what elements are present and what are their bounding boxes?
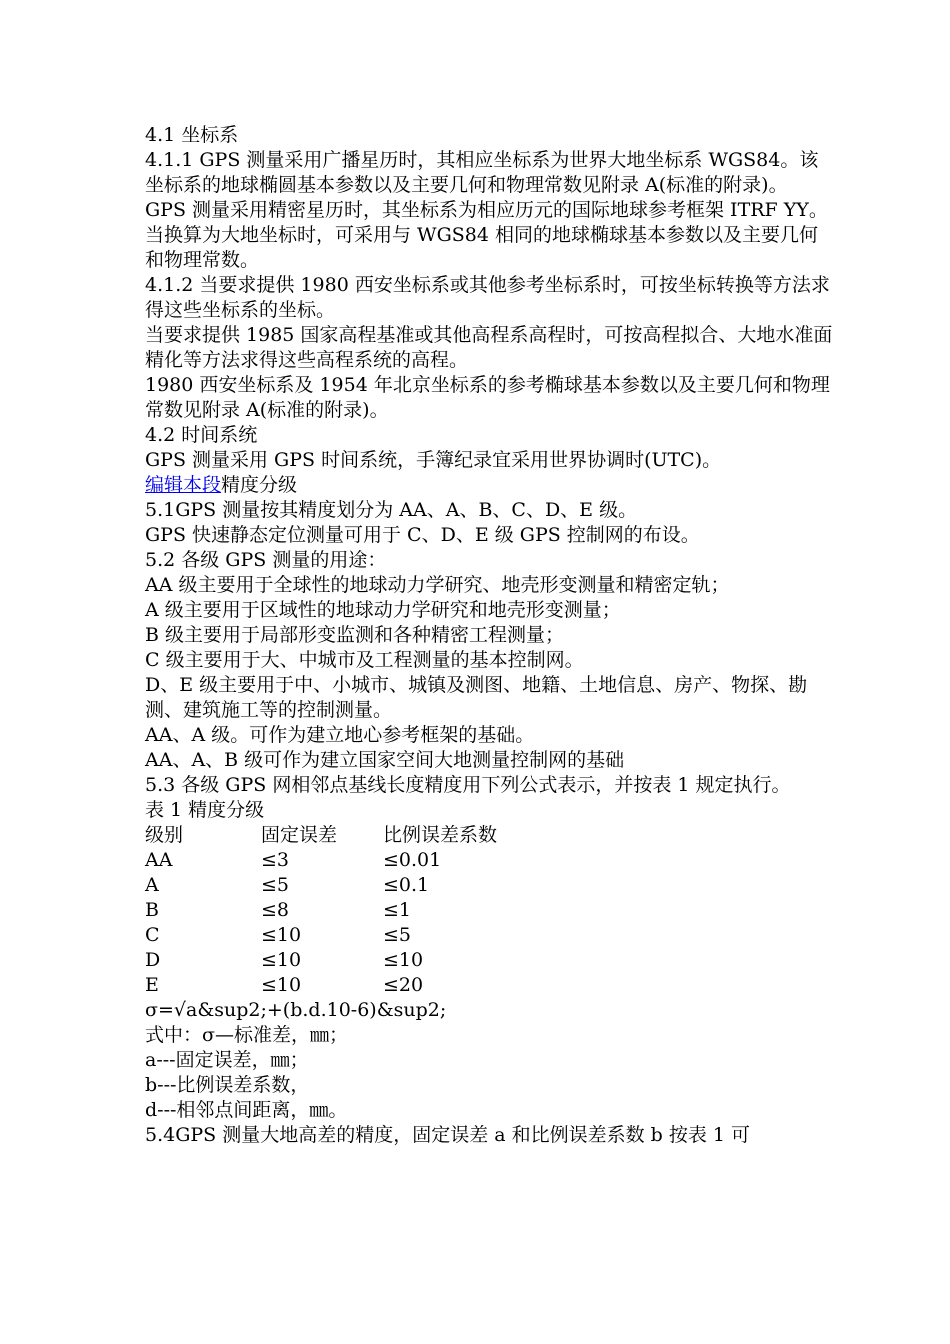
document-body <box>145 123 835 1148</box>
section-4-1-heading: 4.1 坐标系 <box>145 124 239 146</box>
table-cell: ≤20 <box>383 974 424 996</box>
table-row <box>145 973 835 998</box>
list-item-c: C 级主要用于大、中城市及工程测量的基本控制网。 <box>145 649 584 671</box>
table-header-row <box>145 823 835 848</box>
section-4-2-heading: 4.2 时间系统 <box>145 424 258 446</box>
table-cell: ≤1 <box>383 899 412 921</box>
table-cell: ≤10 <box>261 974 302 996</box>
paragraph-5-4: 5.4GPS 测量大地高差的精度，固定误差 a 和比例误差系数 b 按表 1 可 <box>145 1124 751 1146</box>
table-cell: ≤5 <box>261 874 290 896</box>
table-cell: ≤10 <box>261 924 302 946</box>
list-item-aa: AA 级主要用于全球性的地球动力学研究、地壳形变测量和精密定轨； <box>145 574 730 596</box>
table-row <box>145 923 835 948</box>
paragraph-reference-ellipsoid: 1980 西安坐标系及 1954 年北京坐标系的参考椭球基本参数以及主要几何和物理常数见附录 A(标准的附录)。 <box>145 374 830 421</box>
list-item-a: A 级主要用于区域性的地球动力学研究和地壳形变测量； <box>145 599 621 621</box>
paragraph-aa-a: AA、A 级。可作为建立地心参考框架的基础。 <box>145 724 535 746</box>
table-row <box>145 848 835 873</box>
table-row <box>145 873 835 898</box>
table-cell: ≤0.1 <box>383 874 430 896</box>
list-item-b: B 级主要用于局部形变监测和各种精密工程测量； <box>145 624 565 646</box>
table-cell: ≤8 <box>261 899 290 921</box>
formula-expression: σ=√a&sup2;+(b.d.10-6)&sup2; <box>145 999 447 1021</box>
formula-where: 式中：σ—标准差，㎜； <box>145 1024 348 1046</box>
paragraph-itrf: GPS 测量采用精密星历时，其坐标系为相应历元的国际地球参考框架 ITRF YY。当换算为大地坐标时，可采用与 WGS84 相同的地球椭球基本参数以及主要几何和物理常数。 <box>145 199 828 271</box>
table-cell: ≤0.01 <box>383 849 442 871</box>
table-caption: 表 1 精度分级 <box>145 799 265 821</box>
paragraph-aa-a-b: AA、A、B 级可作为建立国家空间大地测量控制网的基础 <box>145 749 625 771</box>
formula-term-b: b---比例误差系数， <box>145 1074 310 1096</box>
paragraph-4-1-2: 4.1.2 当要求提供 1980 西安坐标系或其他参考坐标系时，可按坐标转换等方法求得这些坐标系的坐标。 <box>145 274 830 321</box>
table-cell: B <box>145 899 159 921</box>
table-cell: A <box>145 874 159 896</box>
paragraph-5-1: 5.1GPS 测量按其精度划分为 AA、A、B、C、D、E 级。 <box>145 499 638 521</box>
precision-table <box>145 823 835 998</box>
edit-section-link[interactable]: 编辑本段 <box>145 474 222 496</box>
section-5-heading-line <box>145 473 835 498</box>
table-cell: ≤10 <box>261 949 302 971</box>
formula-term-a: a---固定误差，㎜； <box>145 1049 309 1071</box>
table-row <box>145 948 835 973</box>
table-cell: C <box>145 924 160 946</box>
table-header-cell: 固定误差 <box>261 824 338 846</box>
paragraph-time-system: GPS 测量采用 GPS 时间系统，手簿纪录宜采用世界协调时(UTC)。 <box>145 449 722 471</box>
table-cell: E <box>145 974 159 996</box>
table-cell: ≤10 <box>383 949 424 971</box>
paragraph-5-2: 5.2 各级 GPS 测量的用途： <box>145 549 387 571</box>
table-cell: ≤3 <box>261 849 290 871</box>
table-header-cell: 级别 <box>145 824 184 846</box>
formula-term-d: d---相邻点间距离，㎜。 <box>145 1099 348 1121</box>
list-item-de: D、E 级主要用于中、小城市、城镇及测图、地籍、土地信息、房产、物探、勘测、建筑施工等的控制测量。 <box>145 674 808 721</box>
table-row <box>145 898 835 923</box>
paragraph-fast-static: GPS 快速静态定位测量可用于 C、D、E 级 GPS 控制网的布设。 <box>145 524 700 546</box>
paragraph-5-3: 5.3 各级 GPS 网相邻点基线长度精度用下列公式表示，并按表 1 规定执行。 <box>145 774 791 796</box>
table-header-cell: 比例误差系数 <box>383 824 498 846</box>
paragraph-4-1-1: 4.1.1 GPS 测量采用广播星历时，其相应坐标系为世界大地坐标系 WGS84。该坐标系的地球椭圆基本参数以及主要几何和物理常数见附录 A(标准的附录)。 <box>145 149 819 196</box>
section-5-heading: 精度分级 <box>221 474 298 496</box>
table-cell: D <box>145 949 161 971</box>
table-cell: ≤5 <box>383 924 412 946</box>
table-cell: AA <box>145 849 173 871</box>
paragraph-elevation-datum: 当要求提供 1985 国家高程基准或其他高程系高程时，可按高程拟合、大地水准面精化等方法求得这些高程系统的高程。 <box>145 324 833 371</box>
